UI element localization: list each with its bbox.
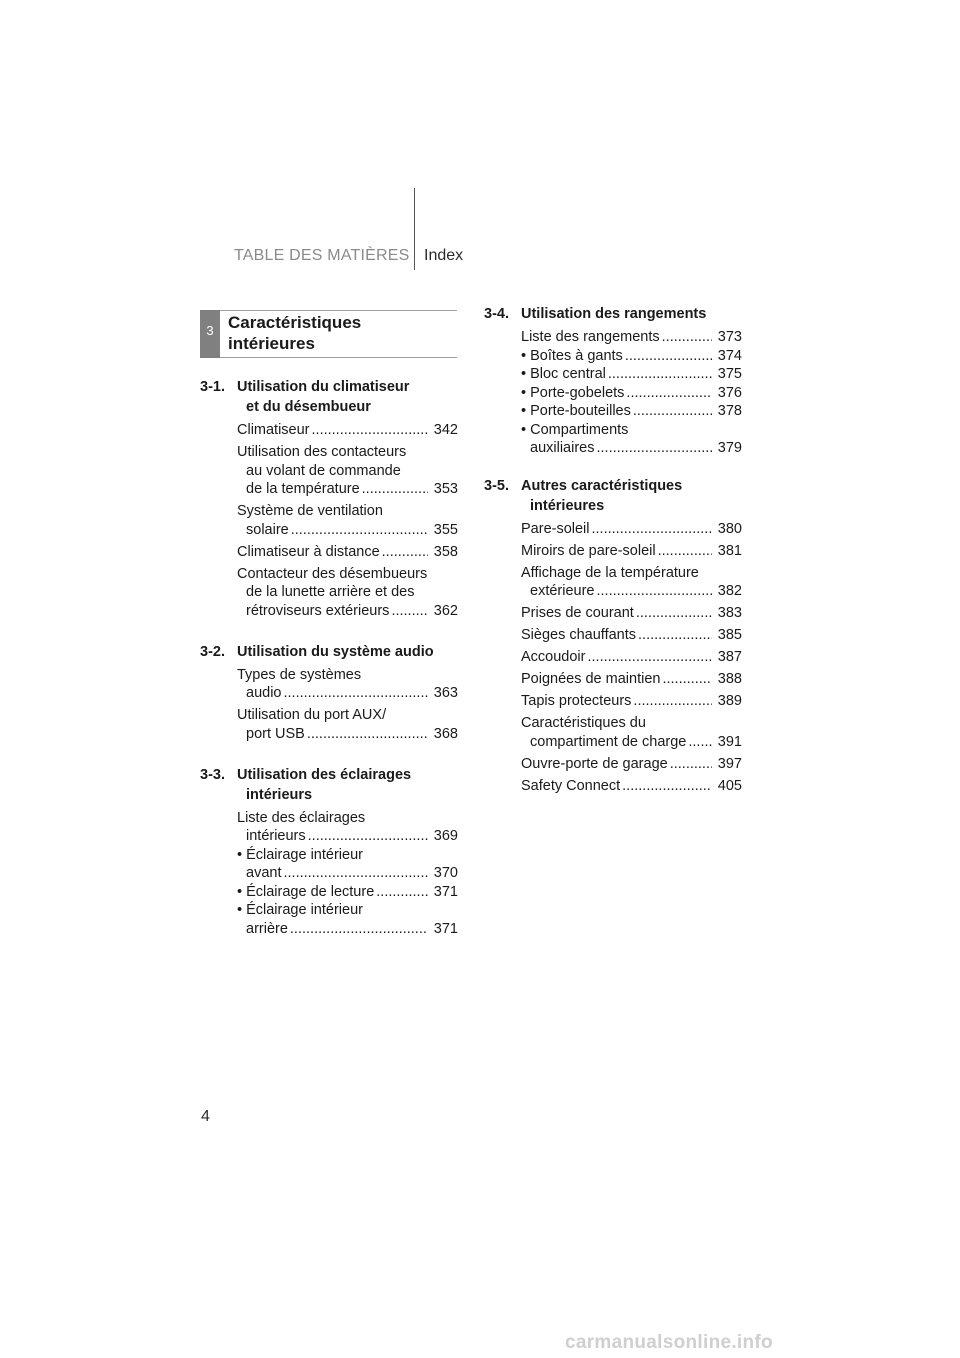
toc-page-number[interactable]: 369 xyxy=(433,828,458,844)
chapter-top-rule xyxy=(220,310,457,311)
dot-leader xyxy=(592,520,712,539)
dot-leader xyxy=(633,402,712,421)
toc-entry-text: avant xyxy=(246,865,282,881)
toc-page-number[interactable]: 379 xyxy=(717,440,742,456)
toc-entry-line xyxy=(521,582,742,601)
toc-entry-text: Système de ventilation xyxy=(237,503,383,519)
toc-page-number[interactable]: 397 xyxy=(717,755,742,772)
toc-entry-text: • Bloc central xyxy=(521,366,606,382)
toc-page-number[interactable]: 382 xyxy=(717,583,742,599)
toc-entry-text: Climatiseur à distance xyxy=(237,543,380,560)
toc-entry[interactable] xyxy=(521,328,742,347)
toc-entry[interactable] xyxy=(521,755,742,774)
section-gap xyxy=(200,747,462,765)
toc-entry-text: audio xyxy=(246,685,282,701)
section-number: 3-3. xyxy=(200,766,225,783)
toc-entry-line xyxy=(237,480,458,499)
toc-entry-text: Utilisation du port AUX/ xyxy=(237,707,387,723)
section-heading xyxy=(484,304,746,324)
dot-leader xyxy=(625,347,712,366)
toc-entry-line xyxy=(521,626,742,645)
toc-entry-text: Prises de courant xyxy=(521,605,634,621)
toc-entry-text: Accoudoir xyxy=(521,649,586,665)
dot-leader xyxy=(587,648,711,667)
toc-page-number[interactable]: 370 xyxy=(433,865,458,881)
toc-page-number[interactable]: 380 xyxy=(717,520,742,537)
section-title-line: Utilisation des rangements xyxy=(521,306,707,322)
toc-entry-text: Tapis protecteurs xyxy=(521,693,632,709)
section-heading xyxy=(200,765,462,805)
section-title-line: intérieures xyxy=(530,497,605,514)
toc-entry-line xyxy=(237,706,458,725)
dot-leader xyxy=(307,725,428,744)
toc-page-number[interactable]: 389 xyxy=(717,693,742,709)
toc-entry-line xyxy=(237,846,458,865)
toc-entry-text: Miroirs de pare-soleil xyxy=(521,542,656,559)
toc-entry-text: intérieurs xyxy=(246,828,306,844)
toc-entry-line xyxy=(237,920,458,939)
toc-entry[interactable] xyxy=(521,421,742,458)
section-heading xyxy=(200,377,462,417)
toc-entry-line xyxy=(521,347,742,366)
toc-page-number[interactable]: 376 xyxy=(717,384,742,401)
toc-entry-line xyxy=(237,901,458,920)
toc-entry-text: Liste des éclairages xyxy=(237,809,366,826)
toc-entry[interactable] xyxy=(521,564,742,601)
dot-leader xyxy=(308,827,428,846)
toc-entry-line xyxy=(521,542,742,561)
nav-divider xyxy=(414,188,415,270)
toc-entry-line xyxy=(521,439,742,458)
toc-entry-text: rétroviseurs extérieurs xyxy=(246,602,390,619)
toc-entry-line xyxy=(521,384,742,403)
toc-entry[interactable] xyxy=(521,365,742,384)
toc-entry-text: • Compartiments xyxy=(521,421,629,438)
toc-entry-text: • Éclairage intérieur xyxy=(237,902,363,918)
toc-entry[interactable] xyxy=(237,502,458,539)
section-heading xyxy=(200,642,462,662)
toc-page-number[interactable]: 355 xyxy=(433,521,458,538)
toc-entry-line xyxy=(521,714,742,733)
toc-entry-line xyxy=(521,755,742,774)
toc-page-number[interactable]: 405 xyxy=(717,777,742,794)
dot-leader xyxy=(362,480,428,499)
toc-entry-line xyxy=(237,827,458,846)
dot-leader xyxy=(291,521,428,540)
section-title-line: Utilisation du climatiseur xyxy=(237,379,410,395)
toc-entry-text: Types de systèmes xyxy=(237,666,362,683)
dot-leader xyxy=(283,684,427,703)
toc-entry-text: Ouvre-porte de garage xyxy=(521,755,668,772)
toc-entry[interactable] xyxy=(237,706,458,743)
toc-entry[interactable] xyxy=(521,384,742,403)
chapter-header xyxy=(200,310,457,358)
dot-leader xyxy=(382,543,428,562)
toc-entry-line xyxy=(521,604,742,623)
toc-page-number[interactable]: 388 xyxy=(717,671,742,687)
toc-page-number[interactable]: 368 xyxy=(433,725,458,742)
toc-entry-line xyxy=(237,809,458,828)
toc-entry-line xyxy=(237,602,458,621)
toc-entry[interactable] xyxy=(521,402,742,421)
toc-entry[interactable] xyxy=(521,777,742,796)
toc-entry-line xyxy=(521,402,742,421)
toc-page-number[interactable]: 373 xyxy=(717,329,742,345)
toc-entry-line xyxy=(237,543,458,562)
toc-entry[interactable] xyxy=(237,901,458,938)
toc-entry[interactable] xyxy=(521,520,742,539)
toc-entry-line xyxy=(237,421,458,440)
toc-entry[interactable] xyxy=(237,543,458,562)
dot-leader xyxy=(290,920,428,939)
section-heading xyxy=(484,476,746,516)
section-title-line: Autres caractéristiques xyxy=(521,477,683,494)
toc-entry[interactable] xyxy=(237,666,458,703)
toc-entry-line xyxy=(237,462,458,481)
toc-entry-line xyxy=(237,725,458,744)
toc-entry-text: Liste des rangements xyxy=(521,329,660,345)
dot-leader xyxy=(376,883,428,902)
toc-entry-line xyxy=(521,421,742,440)
toc-entry-text: port USB xyxy=(246,725,305,742)
section-title-line: intérieurs xyxy=(246,786,313,803)
dot-leader xyxy=(670,755,712,774)
dot-leader xyxy=(596,582,711,601)
toc-entry-text: • Porte-bouteilles xyxy=(521,403,631,419)
dot-leader xyxy=(662,670,711,689)
toc-entry-text: Sièges chauffants xyxy=(521,627,637,643)
toc-entry-line xyxy=(521,670,742,689)
toc-entry-line xyxy=(521,692,742,711)
toc-page-number[interactable]: 342 xyxy=(433,422,458,438)
toc-entry[interactable] xyxy=(521,670,742,689)
section-number: 3-1. xyxy=(200,379,225,395)
toc-entry-line xyxy=(237,864,458,883)
toc-page-number[interactable]: 375 xyxy=(717,366,742,382)
section-number: 3-5. xyxy=(484,477,509,494)
toc-entry-line xyxy=(521,648,742,667)
toc-entry[interactable] xyxy=(237,443,458,499)
toc-entry-text: Pare-soleil xyxy=(521,520,590,537)
dot-leader xyxy=(626,384,711,403)
toc-entry-text: compartiment de charge xyxy=(530,733,687,750)
section-title xyxy=(237,765,462,805)
toc-page-number[interactable]: 374 xyxy=(717,347,742,364)
dot-leader xyxy=(312,421,428,440)
section-title-line: et du désembueur xyxy=(246,399,371,415)
toc-entry-line xyxy=(521,328,742,347)
toc-entry-line xyxy=(521,777,742,796)
nav-index-link[interactable]: Index xyxy=(424,247,464,264)
toc-entry-line xyxy=(237,565,458,584)
toc-entry-text: Caractéristiques du xyxy=(521,715,646,731)
toc-entry[interactable] xyxy=(521,714,742,751)
toc-entry[interactable] xyxy=(237,565,458,621)
dot-leader xyxy=(658,542,712,561)
section-gap xyxy=(484,458,746,476)
toc-page-number[interactable]: 371 xyxy=(433,883,458,900)
chapter-bottom-rule xyxy=(220,357,457,358)
section-title-line: Utilisation du système audio xyxy=(237,643,434,660)
toc-entry-text: de la lunette arrière et des xyxy=(246,584,415,600)
toc-entry-text: extérieure xyxy=(530,583,595,599)
toc-page-number[interactable]: 353 xyxy=(433,481,458,497)
toc-entry-text: Climatiseur xyxy=(237,422,310,438)
dot-leader xyxy=(688,733,711,752)
nav-toc-link[interactable]: TABLE DES MATIÈRES xyxy=(234,247,410,264)
toc-entry-text: Poignées de maintien xyxy=(521,671,661,687)
toc-entry-line xyxy=(237,684,458,703)
chapter-number-tab: 3 xyxy=(200,310,220,358)
toc-entry-text: • Éclairage intérieur xyxy=(237,846,363,863)
toc-page-number[interactable]: 378 xyxy=(717,403,742,419)
toc-entry-line xyxy=(521,365,742,384)
section-number: 3-4. xyxy=(484,306,509,322)
toc-entry-line xyxy=(521,733,742,752)
dot-leader xyxy=(636,604,712,623)
toc-page-number[interactable]: 371 xyxy=(433,920,458,937)
dot-leader xyxy=(638,626,712,645)
section-title xyxy=(521,476,746,516)
toc-page-number[interactable]: 363 xyxy=(433,685,458,701)
dot-leader xyxy=(662,328,712,347)
toc-page-number[interactable]: 391 xyxy=(717,733,742,750)
toc-entry[interactable] xyxy=(521,648,742,667)
toc-entry[interactable] xyxy=(521,626,742,645)
section-title xyxy=(237,642,462,662)
toc-entry-line xyxy=(237,502,458,521)
dot-leader xyxy=(283,864,427,883)
toc-entry[interactable] xyxy=(237,809,458,846)
toc-page-number[interactable]: 362 xyxy=(433,602,458,619)
toc-entry-text: • Boîtes à gants xyxy=(521,347,623,364)
toc-entry-line xyxy=(521,520,742,539)
toc-page-number[interactable]: 358 xyxy=(433,543,458,560)
toc-entry-text: Utilisation des contacteurs xyxy=(237,444,407,460)
toc-page-number[interactable]: 381 xyxy=(717,542,742,559)
toc-entry-text: • Porte-gobelets xyxy=(521,384,625,401)
toc-entry[interactable] xyxy=(521,347,742,366)
toc-entry[interactable] xyxy=(521,604,742,623)
toc-entry-text: Affichage de la température xyxy=(521,564,699,581)
toc-page-number[interactable]: 387 xyxy=(717,649,742,665)
toc-entry[interactable] xyxy=(521,542,742,561)
section-title-line: Utilisation des éclairages xyxy=(237,766,412,783)
dot-leader xyxy=(622,777,712,796)
dot-leader xyxy=(608,365,712,384)
toc-entry[interactable] xyxy=(237,883,458,902)
toc-entry-line xyxy=(237,883,458,902)
toc-entry[interactable] xyxy=(237,846,458,883)
page-number: 4 xyxy=(201,1108,210,1125)
toc-entry-text: de la température xyxy=(246,481,360,497)
toc-entry[interactable] xyxy=(521,692,742,711)
toc-entry-text: Contacteur des désembueurs xyxy=(237,565,428,582)
toc-entry-line xyxy=(237,666,458,685)
toc-column-right xyxy=(484,304,746,799)
toc-entry-line xyxy=(521,564,742,583)
toc-page-number[interactable]: 385 xyxy=(717,627,742,643)
toc-entry-line xyxy=(237,583,458,602)
toc-page-number[interactable]: 383 xyxy=(717,605,742,621)
chapter-title: Caractéristiques intérieures xyxy=(228,313,362,353)
dot-leader xyxy=(633,692,711,711)
toc-entry-text: solaire xyxy=(246,521,289,538)
toc-entry-text: auxiliaires xyxy=(530,440,595,456)
toc-entry-text: • Éclairage de lecture xyxy=(237,883,375,900)
toc-entry-line xyxy=(237,443,458,462)
toc-entry-text: au volant de commande xyxy=(246,462,401,479)
toc-entry-text: arrière xyxy=(246,920,288,937)
section-gap xyxy=(200,624,462,642)
section-title xyxy=(521,304,746,324)
toc-entry-text: Safety Connect xyxy=(521,777,621,794)
toc-entry-line xyxy=(237,521,458,540)
watermark-text: carmanualsonline.info xyxy=(565,1332,773,1353)
toc-column-left xyxy=(200,377,462,938)
toc-entry[interactable] xyxy=(237,421,458,440)
section-title xyxy=(237,377,462,417)
dot-leader xyxy=(596,439,711,458)
dot-leader xyxy=(391,602,427,621)
section-number: 3-2. xyxy=(200,643,225,660)
